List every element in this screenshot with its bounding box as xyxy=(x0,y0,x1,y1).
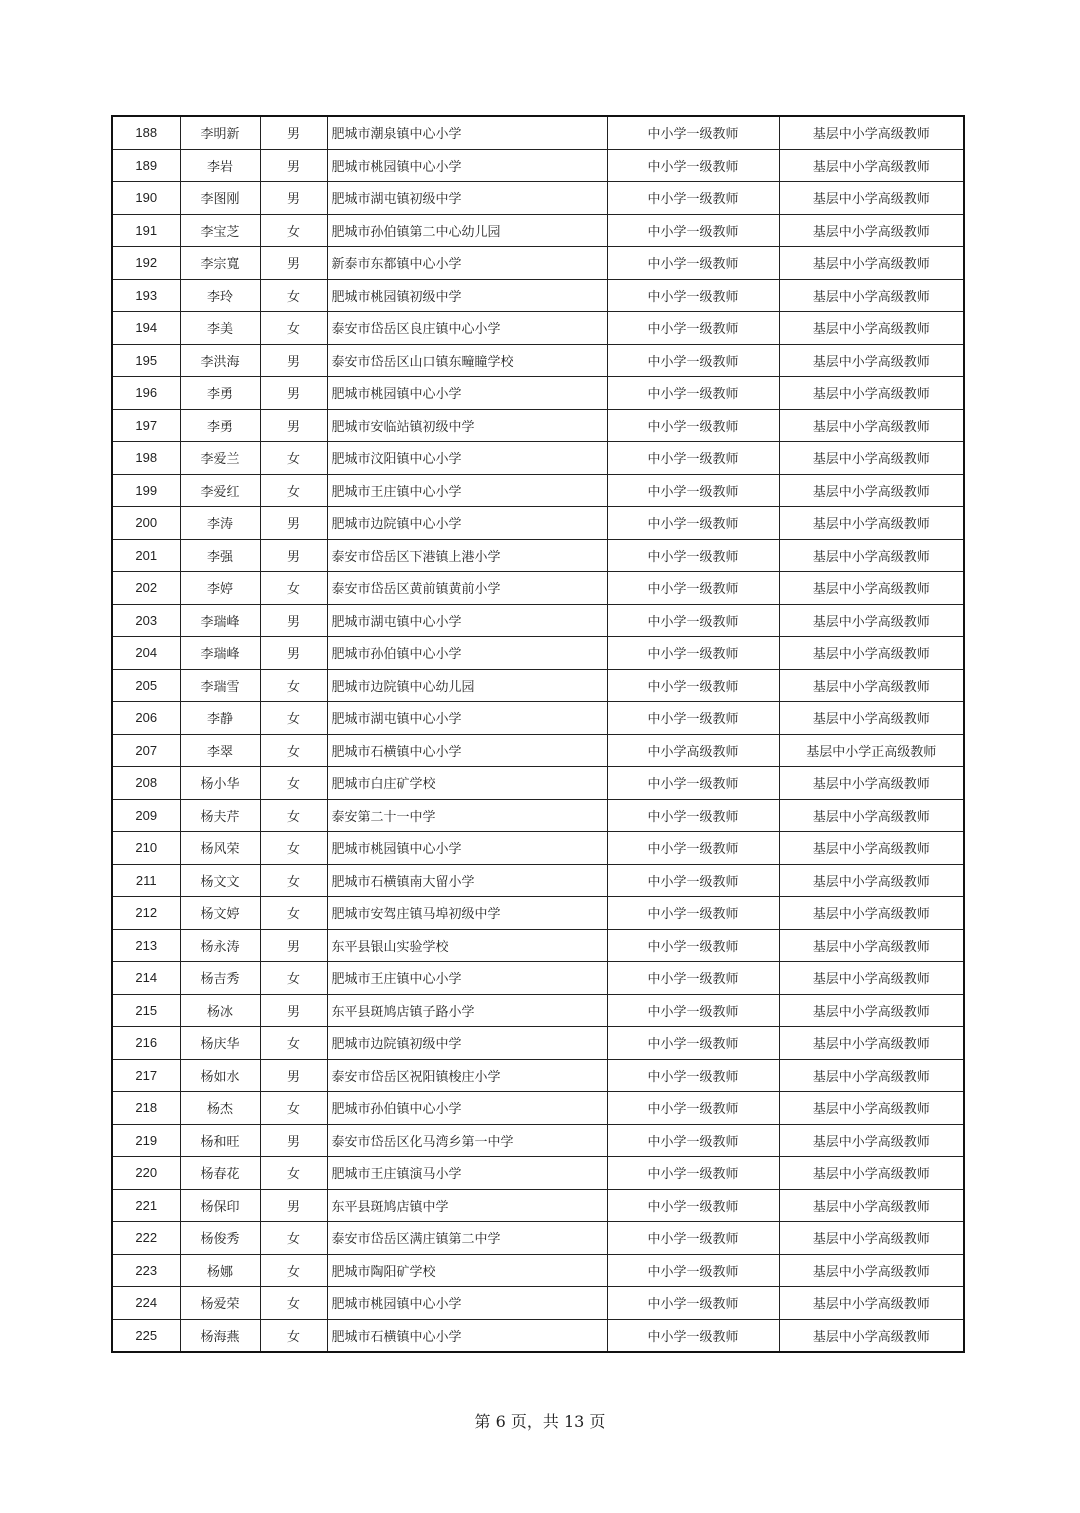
row-number-cell: 218 xyxy=(112,1092,180,1125)
table-row xyxy=(112,929,964,962)
teacher-name-cell: 李爱红 xyxy=(180,474,260,507)
table-row xyxy=(112,507,964,540)
gender-cell: 男 xyxy=(260,1124,327,1157)
applied-title-cell: 基层中小学高级教师 xyxy=(779,442,964,475)
table-row xyxy=(112,572,964,605)
gender-cell: 女 xyxy=(260,1027,327,1060)
teacher-roster-table xyxy=(111,115,965,1353)
teacher-name-cell: 杨保印 xyxy=(180,1189,260,1222)
table-row xyxy=(112,669,964,702)
table-row xyxy=(112,377,964,410)
school-unit-cell: 肥城市安驾庄镇马埠初级中学 xyxy=(327,897,607,930)
row-number-cell: 219 xyxy=(112,1124,180,1157)
row-number-cell: 189 xyxy=(112,149,180,182)
gender-cell: 女 xyxy=(260,799,327,832)
teacher-name-cell: 杨春花 xyxy=(180,1157,260,1190)
gender-cell: 男 xyxy=(260,149,327,182)
teacher-name-cell: 杨庆华 xyxy=(180,1027,260,1060)
current-title-cell: 中小学一级教师 xyxy=(607,149,779,182)
applied-title-cell: 基层中小学高级教师 xyxy=(779,1124,964,1157)
table-row xyxy=(112,1254,964,1287)
teacher-name-cell: 杨文文 xyxy=(180,864,260,897)
applied-title-cell: 基层中小学高级教师 xyxy=(779,1092,964,1125)
current-title-cell: 中小学一级教师 xyxy=(607,1189,779,1222)
teacher-name-cell: 杨夫芹 xyxy=(180,799,260,832)
current-title-cell: 中小学一级教师 xyxy=(607,929,779,962)
teacher-name-cell: 李瑞雪 xyxy=(180,669,260,702)
gender-cell: 女 xyxy=(260,1254,327,1287)
applied-title-cell: 基层中小学高级教师 xyxy=(779,864,964,897)
school-unit-cell: 肥城市孙伯镇中心小学 xyxy=(327,1092,607,1125)
table-row xyxy=(112,409,964,442)
teacher-name-cell: 李玲 xyxy=(180,279,260,312)
table-row xyxy=(112,214,964,247)
current-title-cell: 中小学一级教师 xyxy=(607,604,779,637)
teacher-name-cell: 李翠 xyxy=(180,734,260,767)
row-number-cell: 223 xyxy=(112,1254,180,1287)
gender-cell: 女 xyxy=(260,864,327,897)
teacher-name-cell: 李勇 xyxy=(180,409,260,442)
gender-cell: 女 xyxy=(260,474,327,507)
school-unit-cell: 肥城市边院镇初级中学 xyxy=(327,1027,607,1060)
row-number-cell: 224 xyxy=(112,1287,180,1320)
applied-title-cell: 基层中小学高级教师 xyxy=(779,702,964,735)
table-row xyxy=(112,1027,964,1060)
table-row xyxy=(112,1157,964,1190)
applied-title-cell: 基层中小学高级教师 xyxy=(779,539,964,572)
teacher-name-cell: 杨俊秀 xyxy=(180,1222,260,1255)
table-row xyxy=(112,1092,964,1125)
row-number-cell: 222 xyxy=(112,1222,180,1255)
current-title-cell: 中小学一级教师 xyxy=(607,507,779,540)
gender-cell: 女 xyxy=(260,767,327,800)
applied-title-cell: 基层中小学高级教师 xyxy=(779,604,964,637)
applied-title-cell: 基层中小学高级教师 xyxy=(779,832,964,865)
applied-title-cell: 基层中小学高级教师 xyxy=(779,897,964,930)
applied-title-cell: 基层中小学高级教师 xyxy=(779,1319,964,1352)
row-number-cell: 197 xyxy=(112,409,180,442)
applied-title-cell: 基层中小学高级教师 xyxy=(779,247,964,280)
school-unit-cell: 肥城市湖屯镇初级中学 xyxy=(327,182,607,215)
current-title-cell: 中小学一级教师 xyxy=(607,1319,779,1352)
teacher-name-cell: 杨如水 xyxy=(180,1059,260,1092)
current-title-cell: 中小学高级教师 xyxy=(607,734,779,767)
teacher-name-cell: 李岩 xyxy=(180,149,260,182)
applied-title-cell: 基层中小学高级教师 xyxy=(779,767,964,800)
table-row xyxy=(112,734,964,767)
current-title-cell: 中小学一级教师 xyxy=(607,799,779,832)
teacher-name-cell: 李明新 xyxy=(180,116,260,149)
row-number-cell: 196 xyxy=(112,377,180,410)
school-unit-cell: 肥城市石横镇中心小学 xyxy=(327,734,607,767)
applied-title-cell: 基层中小学高级教师 xyxy=(779,214,964,247)
teacher-name-cell: 杨吉秀 xyxy=(180,962,260,995)
school-unit-cell: 东平县银山实验学校 xyxy=(327,929,607,962)
gender-cell: 男 xyxy=(260,637,327,670)
applied-title-cell: 基层中小学高级教师 xyxy=(779,344,964,377)
school-unit-cell: 肥城市陶阳矿学校 xyxy=(327,1254,607,1287)
row-number-cell: 209 xyxy=(112,799,180,832)
applied-title-cell: 基层中小学高级教师 xyxy=(779,637,964,670)
school-unit-cell: 泰安市岱岳区祝阳镇梭庄小学 xyxy=(327,1059,607,1092)
school-unit-cell: 肥城市湖屯镇中心小学 xyxy=(327,604,607,637)
teacher-name-cell: 李宗寬 xyxy=(180,247,260,280)
current-title-cell: 中小学一级教师 xyxy=(607,962,779,995)
gender-cell: 女 xyxy=(260,1157,327,1190)
applied-title-cell: 基层中小学高级教师 xyxy=(779,1254,964,1287)
applied-title-cell: 基层中小学高级教师 xyxy=(779,279,964,312)
row-number-cell: 210 xyxy=(112,832,180,865)
current-title-cell: 中小学一级教师 xyxy=(607,864,779,897)
gender-cell: 男 xyxy=(260,1189,327,1222)
current-title-cell: 中小学一级教师 xyxy=(607,897,779,930)
row-number-cell: 214 xyxy=(112,962,180,995)
gender-cell: 男 xyxy=(260,507,327,540)
teacher-name-cell: 李婷 xyxy=(180,572,260,605)
school-unit-cell: 肥城市边院镇中心幼儿园 xyxy=(327,669,607,702)
current-title-cell: 中小学一级教师 xyxy=(607,702,779,735)
current-title-cell: 中小学一级教师 xyxy=(607,767,779,800)
gender-cell: 女 xyxy=(260,572,327,605)
row-number-cell: 198 xyxy=(112,442,180,475)
current-title-cell: 中小学一级教师 xyxy=(607,116,779,149)
table-row xyxy=(112,832,964,865)
table-row xyxy=(112,962,964,995)
row-number-cell: 204 xyxy=(112,637,180,670)
row-number-cell: 221 xyxy=(112,1189,180,1222)
row-number-cell: 211 xyxy=(112,864,180,897)
row-number-cell: 190 xyxy=(112,182,180,215)
gender-cell: 女 xyxy=(260,214,327,247)
roster-table-container xyxy=(111,115,963,1353)
applied-title-cell: 基层中小学高级教师 xyxy=(779,994,964,1027)
table-row xyxy=(112,442,964,475)
gender-cell: 女 xyxy=(260,279,327,312)
row-number-cell: 188 xyxy=(112,116,180,149)
current-title-cell: 中小学一级教师 xyxy=(607,572,779,605)
current-title-cell: 中小学一级教师 xyxy=(607,344,779,377)
current-title-cell: 中小学一级教师 xyxy=(607,1092,779,1125)
table-row xyxy=(112,767,964,800)
teacher-name-cell: 李涛 xyxy=(180,507,260,540)
current-title-cell: 中小学一级教师 xyxy=(607,474,779,507)
row-number-cell: 195 xyxy=(112,344,180,377)
applied-title-cell: 基层中小学高级教师 xyxy=(779,962,964,995)
table-row xyxy=(112,247,964,280)
teacher-name-cell: 杨小华 xyxy=(180,767,260,800)
school-unit-cell: 肥城市孙伯镇第二中心幼儿园 xyxy=(327,214,607,247)
school-unit-cell: 肥城市桃园镇中心小学 xyxy=(327,832,607,865)
teacher-name-cell: 杨永涛 xyxy=(180,929,260,962)
school-unit-cell: 肥城市白庄矿学校 xyxy=(327,767,607,800)
gender-cell: 男 xyxy=(260,1059,327,1092)
table-row xyxy=(112,864,964,897)
row-number-cell: 202 xyxy=(112,572,180,605)
applied-title-cell: 基层中小学高级教师 xyxy=(779,669,964,702)
current-title-cell: 中小学一级教师 xyxy=(607,1222,779,1255)
teacher-name-cell: 杨海燕 xyxy=(180,1319,260,1352)
row-number-cell: 203 xyxy=(112,604,180,637)
row-number-cell: 200 xyxy=(112,507,180,540)
teacher-name-cell: 杨娜 xyxy=(180,1254,260,1287)
school-unit-cell: 泰安市岱岳区下港镇上港小学 xyxy=(327,539,607,572)
gender-cell: 女 xyxy=(260,734,327,767)
table-row xyxy=(112,897,964,930)
current-title-cell: 中小学一级教师 xyxy=(607,1124,779,1157)
table-row xyxy=(112,539,964,572)
row-number-cell: 201 xyxy=(112,539,180,572)
school-unit-cell: 泰安市岱岳区山口镇东疃瞳学校 xyxy=(327,344,607,377)
gender-cell: 女 xyxy=(260,1287,327,1320)
gender-cell: 女 xyxy=(260,1222,327,1255)
row-number-cell: 216 xyxy=(112,1027,180,1060)
gender-cell: 女 xyxy=(260,312,327,345)
gender-cell: 男 xyxy=(260,409,327,442)
current-title-cell: 中小学一级教师 xyxy=(607,442,779,475)
applied-title-cell: 基层中小学高级教师 xyxy=(779,572,964,605)
current-title-cell: 中小学一级教师 xyxy=(607,1287,779,1320)
table-row xyxy=(112,702,964,735)
school-unit-cell: 肥城市桃园镇初级中学 xyxy=(327,279,607,312)
school-unit-cell: 肥城市桃园镇中心小学 xyxy=(327,1287,607,1320)
school-unit-cell: 新泰市东都镇中心小学 xyxy=(327,247,607,280)
row-number-cell: 192 xyxy=(112,247,180,280)
gender-cell: 男 xyxy=(260,247,327,280)
applied-title-cell: 基层中小学正高级教师 xyxy=(779,734,964,767)
school-unit-cell: 肥城市桃园镇中心小学 xyxy=(327,149,607,182)
table-row xyxy=(112,279,964,312)
gender-cell: 女 xyxy=(260,669,327,702)
table-row xyxy=(112,116,964,149)
gender-cell: 男 xyxy=(260,539,327,572)
school-unit-cell: 东平县斑鸠店镇子路小学 xyxy=(327,994,607,1027)
applied-title-cell: 基层中小学高级教师 xyxy=(779,1287,964,1320)
gender-cell: 男 xyxy=(260,377,327,410)
school-unit-cell: 肥城市湖屯镇中心小学 xyxy=(327,702,607,735)
teacher-name-cell: 李瑞峰 xyxy=(180,637,260,670)
applied-title-cell: 基层中小学高级教师 xyxy=(779,312,964,345)
current-title-cell: 中小学一级教师 xyxy=(607,279,779,312)
teacher-name-cell: 杨和旺 xyxy=(180,1124,260,1157)
current-title-cell: 中小学一级教师 xyxy=(607,214,779,247)
teacher-name-cell: 杨冰 xyxy=(180,994,260,1027)
row-number-cell: 208 xyxy=(112,767,180,800)
teacher-name-cell: 李洪海 xyxy=(180,344,260,377)
row-number-cell: 207 xyxy=(112,734,180,767)
applied-title-cell: 基层中小学高级教师 xyxy=(779,507,964,540)
table-row xyxy=(112,604,964,637)
page-number-label: 第 6 页，共 13 页 xyxy=(474,1412,606,1431)
teacher-name-cell: 李强 xyxy=(180,539,260,572)
gender-cell: 女 xyxy=(260,1092,327,1125)
table-row xyxy=(112,799,964,832)
gender-cell: 男 xyxy=(260,994,327,1027)
school-unit-cell: 肥城市石横镇中心小学 xyxy=(327,1319,607,1352)
current-title-cell: 中小学一级教师 xyxy=(607,247,779,280)
school-unit-cell: 肥城市王庄镇演马小学 xyxy=(327,1157,607,1190)
current-title-cell: 中小学一级教师 xyxy=(607,539,779,572)
applied-title-cell: 基层中小学高级教师 xyxy=(779,1222,964,1255)
school-unit-cell: 肥城市潮泉镇中心小学 xyxy=(327,116,607,149)
teacher-name-cell: 李瑞峰 xyxy=(180,604,260,637)
row-number-cell: 206 xyxy=(112,702,180,735)
row-number-cell: 217 xyxy=(112,1059,180,1092)
gender-cell: 女 xyxy=(260,832,327,865)
school-unit-cell: 东平县斑鸠店镇中学 xyxy=(327,1189,607,1222)
table-row xyxy=(112,1222,964,1255)
applied-title-cell: 基层中小学高级教师 xyxy=(779,1189,964,1222)
table-row xyxy=(112,344,964,377)
table-row xyxy=(112,637,964,670)
current-title-cell: 中小学一级教师 xyxy=(607,409,779,442)
table-row xyxy=(112,474,964,507)
row-number-cell: 194 xyxy=(112,312,180,345)
table-body xyxy=(112,116,964,1352)
table-row xyxy=(112,1189,964,1222)
row-number-cell: 215 xyxy=(112,994,180,1027)
current-title-cell: 中小学一级教师 xyxy=(607,1059,779,1092)
current-title-cell: 中小学一级教师 xyxy=(607,312,779,345)
current-title-cell: 中小学一级教师 xyxy=(607,637,779,670)
table-row xyxy=(112,149,964,182)
applied-title-cell: 基层中小学高级教师 xyxy=(779,149,964,182)
gender-cell: 女 xyxy=(260,1319,327,1352)
table-row xyxy=(112,182,964,215)
row-number-cell: 213 xyxy=(112,929,180,962)
school-unit-cell: 肥城市安临站镇初级中学 xyxy=(327,409,607,442)
row-number-cell: 193 xyxy=(112,279,180,312)
gender-cell: 男 xyxy=(260,182,327,215)
current-title-cell: 中小学一级教师 xyxy=(607,1254,779,1287)
school-unit-cell: 肥城市王庄镇中心小学 xyxy=(327,474,607,507)
school-unit-cell: 肥城市石横镇南大留小学 xyxy=(327,864,607,897)
school-unit-cell: 肥城市王庄镇中心小学 xyxy=(327,962,607,995)
gender-cell: 女 xyxy=(260,962,327,995)
teacher-name-cell: 杨爱荣 xyxy=(180,1287,260,1320)
gender-cell: 女 xyxy=(260,897,327,930)
teacher-name-cell: 杨杰 xyxy=(180,1092,260,1125)
school-unit-cell: 肥城市桃园镇中心小学 xyxy=(327,377,607,410)
school-unit-cell: 泰安市岱岳区黄前镇黄前小学 xyxy=(327,572,607,605)
row-number-cell: 199 xyxy=(112,474,180,507)
gender-cell: 女 xyxy=(260,442,327,475)
applied-title-cell: 基层中小学高级教师 xyxy=(779,799,964,832)
gender-cell: 男 xyxy=(260,344,327,377)
teacher-name-cell: 李图刚 xyxy=(180,182,260,215)
table-row xyxy=(112,312,964,345)
school-unit-cell: 肥城市汶阳镇中心小学 xyxy=(327,442,607,475)
row-number-cell: 220 xyxy=(112,1157,180,1190)
school-unit-cell: 肥城市孙伯镇中心小学 xyxy=(327,637,607,670)
teacher-name-cell: 李美 xyxy=(180,312,260,345)
applied-title-cell: 基层中小学高级教师 xyxy=(779,1059,964,1092)
applied-title-cell: 基层中小学高级教师 xyxy=(779,377,964,410)
applied-title-cell: 基层中小学高级教师 xyxy=(779,1027,964,1060)
table-row xyxy=(112,1059,964,1092)
gender-cell: 男 xyxy=(260,116,327,149)
teacher-name-cell: 杨文婷 xyxy=(180,897,260,930)
applied-title-cell: 基层中小学高级教师 xyxy=(779,1157,964,1190)
applied-title-cell: 基层中小学高级教师 xyxy=(779,474,964,507)
row-number-cell: 212 xyxy=(112,897,180,930)
gender-cell: 女 xyxy=(260,702,327,735)
teacher-name-cell: 李宝芝 xyxy=(180,214,260,247)
current-title-cell: 中小学一级教师 xyxy=(607,377,779,410)
teacher-name-cell: 杨风荣 xyxy=(180,832,260,865)
table-row xyxy=(112,1319,964,1352)
school-unit-cell: 泰安市岱岳区良庄镇中心小学 xyxy=(327,312,607,345)
current-title-cell: 中小学一级教师 xyxy=(607,832,779,865)
table-row xyxy=(112,1287,964,1320)
school-unit-cell: 泰安第二十一中学 xyxy=(327,799,607,832)
table-row xyxy=(112,994,964,1027)
school-unit-cell: 泰安市岱岳区满庄镇第二中学 xyxy=(327,1222,607,1255)
gender-cell: 男 xyxy=(260,929,327,962)
gender-cell: 男 xyxy=(260,604,327,637)
row-number-cell: 191 xyxy=(112,214,180,247)
school-unit-cell: 泰安市岱岳区化马湾乡第一中学 xyxy=(327,1124,607,1157)
current-title-cell: 中小学一级教师 xyxy=(607,1157,779,1190)
applied-title-cell: 基层中小学高级教师 xyxy=(779,116,964,149)
current-title-cell: 中小学一级教师 xyxy=(607,669,779,702)
table-row xyxy=(112,1124,964,1157)
page-footer xyxy=(0,1409,1080,1432)
row-number-cell: 205 xyxy=(112,669,180,702)
applied-title-cell: 基层中小学高级教师 xyxy=(779,182,964,215)
teacher-name-cell: 李静 xyxy=(180,702,260,735)
teacher-name-cell: 李勇 xyxy=(180,377,260,410)
teacher-name-cell: 李爱兰 xyxy=(180,442,260,475)
current-title-cell: 中小学一级教师 xyxy=(607,1027,779,1060)
current-title-cell: 中小学一级教师 xyxy=(607,994,779,1027)
school-unit-cell: 肥城市边院镇中心小学 xyxy=(327,507,607,540)
row-number-cell: 225 xyxy=(112,1319,180,1352)
applied-title-cell: 基层中小学高级教师 xyxy=(779,409,964,442)
applied-title-cell: 基层中小学高级教师 xyxy=(779,929,964,962)
current-title-cell: 中小学一级教师 xyxy=(607,182,779,215)
